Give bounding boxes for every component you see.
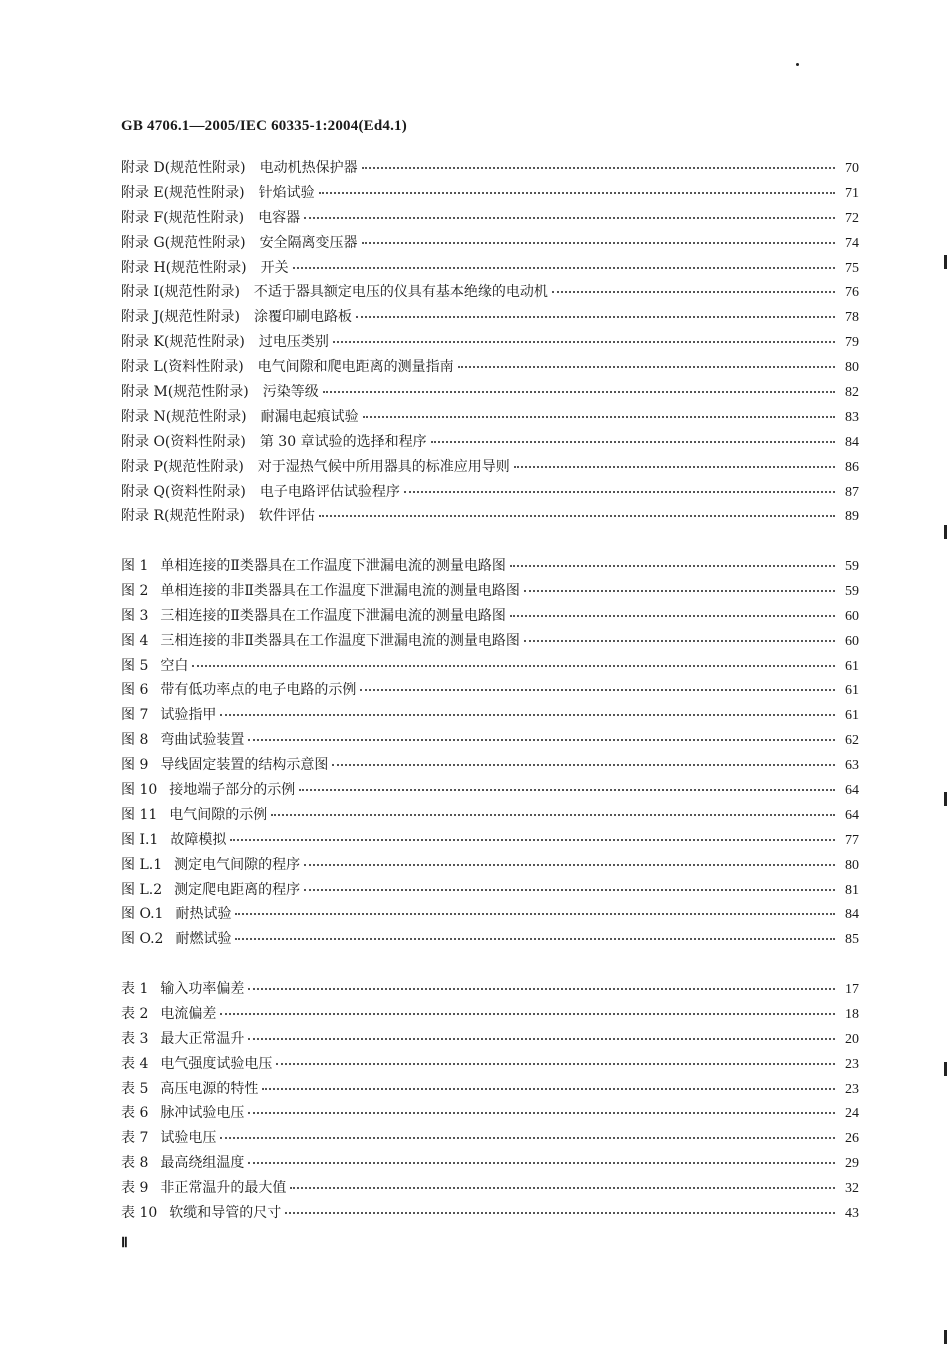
toc-entry-title: 安全隔离变压器 <box>259 234 358 251</box>
dot-leader <box>304 217 835 219</box>
table-list <box>121 978 859 1227</box>
toc-entry-label: 表 7 <box>121 1130 149 1147</box>
toc-entry-label: 图 2 <box>121 582 149 599</box>
toc-entry <box>121 630 859 655</box>
dot-leader <box>362 242 835 244</box>
toc-entry-label: 附录 N(规范性附录) <box>121 408 247 425</box>
toc-entry <box>121 679 859 704</box>
toc-entry-label: 表 2 <box>121 1005 149 1022</box>
toc-entry-title: 污染等级 <box>262 384 319 401</box>
toc-entry-page: 61 <box>845 683 859 699</box>
toc-entry-title: 第 30 章试验的选择和程序 <box>259 433 427 450</box>
dot-leader <box>235 938 835 940</box>
toc-entry-label: 表 3 <box>121 1030 149 1047</box>
toc-entry-page: 18 <box>845 1006 859 1022</box>
toc-entry-label: 附录 J(规范性附录) <box>121 309 240 326</box>
toc-entry-page: 23 <box>845 1081 859 1097</box>
dot-leader <box>333 341 835 343</box>
toc-entry-page: 81 <box>845 882 859 898</box>
toc-entry-title: 最高绕组温度 <box>160 1155 245 1172</box>
toc-entry-title: 对于湿热气候中所用器具的标准应用导则 <box>257 458 510 475</box>
toc-entry <box>121 829 859 854</box>
dot-leader <box>319 515 835 517</box>
toc-entry-label: 附录 I(规范性附录) <box>121 284 240 301</box>
toc-entry-page: 60 <box>845 608 859 624</box>
toc-entry <box>121 1028 859 1053</box>
toc-entry-title: 耐燃试验 <box>175 931 232 948</box>
toc-entry-page: 20 <box>845 1031 859 1047</box>
dot-leader <box>332 764 835 766</box>
toc-entry-page: 76 <box>845 285 859 301</box>
toc-entry <box>121 928 859 953</box>
toc-entry-page: 64 <box>845 783 859 799</box>
toc-entry <box>121 1127 859 1152</box>
toc-entry-page: 71 <box>845 185 859 201</box>
toc-entry-title: 导线固定装置的结构示意图 <box>160 757 329 774</box>
scan-mark <box>944 255 947 269</box>
toc-entry <box>121 1152 859 1177</box>
toc-entry <box>121 1003 859 1028</box>
toc-entry-page: 23 <box>845 1056 859 1072</box>
toc-entry-label: 附录 R(规范性附录) <box>121 508 245 525</box>
toc-entry-page: 84 <box>845 434 859 450</box>
dot-leader <box>524 590 835 592</box>
toc-entry-label: 附录 Q(资料性附录) <box>121 483 246 500</box>
toc-entry-title: 针焰试验 <box>258 184 315 201</box>
dot-leader <box>276 1063 835 1065</box>
toc-entry-page: 77 <box>845 832 859 848</box>
dot-leader <box>248 1112 835 1114</box>
toc-entry-page: 62 <box>845 733 859 749</box>
toc-entry-title: 耐漏电起痕试验 <box>260 408 359 425</box>
toc-entry-label: 附录 F(规范性附录) <box>121 209 245 226</box>
toc-entry-label: 图 O.2 <box>121 931 164 948</box>
dot-leader <box>248 1038 835 1040</box>
scan-mark <box>944 525 947 539</box>
toc-entry-title: 耐热试验 <box>175 906 232 923</box>
toc-entry <box>121 331 859 356</box>
toc-entry-label: 附录 E(规范性附录) <box>121 184 245 201</box>
toc-entry-label: 附录 L(资料性附录) <box>121 359 244 376</box>
toc-entry-title: 电动机热保护器 <box>259 160 358 176</box>
toc-entry-page: 74 <box>845 235 859 251</box>
toc-entry-title: 带有低功率点的电子电路的示例 <box>160 682 357 699</box>
dot-leader <box>262 1088 835 1090</box>
toc-entry <box>121 555 859 580</box>
toc-entry <box>121 854 859 879</box>
dot-leader <box>404 491 835 493</box>
toc-entry-title: 涂覆印刷电路板 <box>254 309 352 326</box>
scan-mark <box>944 792 947 806</box>
toc-entry <box>121 207 859 232</box>
toc-entry-page: 84 <box>845 907 859 923</box>
toc-entry-title: 高压电源的特性 <box>160 1080 259 1097</box>
toc-entry-label: 附录 M(规范性附录) <box>121 384 249 401</box>
toc-entry-title: 空白 <box>160 657 189 674</box>
toc-entry-page: 89 <box>845 509 859 525</box>
toc-entry-label: 附录 P(规范性附录) <box>121 458 244 475</box>
toc-entry-label: 图 9 <box>121 757 149 774</box>
toc-entry-label: 图 L.1 <box>121 856 163 873</box>
toc-entry <box>121 431 859 456</box>
toc-entry-page: 75 <box>845 260 859 276</box>
toc-entry-label: 附录 D(规范性附录) <box>121 160 246 176</box>
toc-entry <box>121 406 859 431</box>
toc-entry-label: 图 8 <box>121 732 149 749</box>
toc-entry-page: 63 <box>845 758 859 774</box>
dot-leader <box>248 739 835 741</box>
toc-entry <box>121 456 859 481</box>
toc-entry-title: 测定爬电距离的程序 <box>174 881 301 898</box>
toc-entry <box>121 356 859 381</box>
dot-leader <box>323 391 835 393</box>
toc-entry-label: 表 6 <box>121 1105 149 1122</box>
document-header: GB 4706.1—2005/IEC 60335-1:2004(Ed4.1) <box>121 118 407 134</box>
toc-entry-title: 接地端子部分的示例 <box>169 782 296 799</box>
dot-leader <box>362 167 835 169</box>
dot-leader <box>304 889 835 891</box>
toc-entry <box>121 804 859 829</box>
toc-entry-title: 脉冲试验电压 <box>160 1105 245 1122</box>
toc-entry <box>121 182 859 207</box>
toc-entry <box>121 1053 859 1078</box>
toc-entry-page: 85 <box>845 932 859 948</box>
toc-entry <box>121 729 859 754</box>
toc-entry-title: 电流偏差 <box>160 1005 217 1022</box>
dot-leader <box>510 615 835 617</box>
dot-leader <box>304 864 835 866</box>
toc-entry-label: 图 11 <box>121 806 158 823</box>
toc-entry-label: 表 1 <box>121 981 149 997</box>
toc-entry <box>121 1177 859 1202</box>
toc-entry-title: 单相连接的Ⅱ类器具在工作温度下泄漏电流的测量电路图 <box>160 558 506 574</box>
figure-list <box>121 555 859 953</box>
dot-leader <box>356 316 835 318</box>
toc-entry <box>121 779 859 804</box>
toc-entry-title: 输入功率偏差 <box>160 981 245 997</box>
dot-leader <box>220 1013 835 1015</box>
annex-list <box>121 157 859 530</box>
toc-entry-title: 不适于器具额定电压的仪具有基本绝缘的电动机 <box>253 284 548 301</box>
toc-entry-page: 61 <box>845 658 859 674</box>
dot-leader <box>552 291 835 293</box>
toc-entry-title: 试验指甲 <box>160 707 217 724</box>
dot-leader <box>514 466 835 468</box>
toc-entry-page: 29 <box>845 1156 859 1172</box>
toc-entry-page: 17 <box>845 982 859 997</box>
toc-entry <box>121 306 859 331</box>
scan-mark <box>944 1062 947 1076</box>
toc-entry-page: 78 <box>845 310 859 326</box>
toc-entry-title: 电子电路评估试验程序 <box>259 483 400 500</box>
toc-entry-title: 试验电压 <box>160 1130 217 1147</box>
dot-leader <box>363 416 835 418</box>
dot-leader <box>524 640 835 642</box>
toc-entry-title: 测定电气间隙的程序 <box>174 856 301 873</box>
toc-entry-page: 87 <box>845 484 859 500</box>
toc-entry-page: 26 <box>845 1131 859 1147</box>
dot-leader <box>319 192 835 194</box>
toc-entry <box>121 903 859 928</box>
toc-entry-page: 32 <box>845 1181 859 1197</box>
toc-entry-page: 83 <box>845 409 859 425</box>
toc-entry-label: 表 5 <box>121 1080 149 1097</box>
toc-entry-title: 电气强度试验电压 <box>160 1055 273 1072</box>
toc-entry-title: 过电压类别 <box>258 334 329 351</box>
toc-entry-label: 图 5 <box>121 657 149 674</box>
dot-leader <box>510 565 835 567</box>
toc-entry-page: 86 <box>845 459 859 475</box>
toc-entry-title: 电气间隙和爬电距离的测量指南 <box>257 359 454 376</box>
dot-leader <box>293 267 835 269</box>
toc-entry-label: 表 10 <box>121 1205 158 1222</box>
toc-entry <box>121 481 859 506</box>
dot-leader <box>230 839 835 841</box>
toc-entry-label: 图 1 <box>121 558 149 574</box>
toc-entry <box>121 978 859 1003</box>
toc-entry-page: 70 <box>845 161 859 176</box>
toc-entry-label: 图 I.1 <box>121 831 159 848</box>
toc-entry-title: 电气间隙的示例 <box>169 806 268 823</box>
toc-entry-title: 开关 <box>260 259 289 276</box>
toc-entry-label: 图 O.1 <box>121 906 164 923</box>
toc-entry-label: 附录 H(规范性附录) <box>121 259 247 276</box>
toc-entry-label: 附录 O(资料性附录) <box>121 433 246 450</box>
toc-entry-title: 电容器 <box>258 209 301 226</box>
toc-entry-title: 软件评估 <box>258 508 315 525</box>
toc-entry <box>121 879 859 904</box>
toc-entry-page: 72 <box>845 210 859 226</box>
toc-entry-page: 60 <box>845 633 859 649</box>
toc-entry <box>121 281 859 306</box>
dot-leader <box>271 814 835 816</box>
toc-entry <box>121 157 859 182</box>
dot-leader <box>360 689 835 691</box>
toc-entry-title: 三相连接的非Ⅱ类器具在工作温度下泄漏电流的测量电路图 <box>160 632 520 649</box>
toc-entry-title: 非正常温升的最大值 <box>160 1180 287 1197</box>
toc-entry-title: 最大正常温升 <box>160 1030 245 1047</box>
toc-entry-title: 故障模拟 <box>170 831 227 848</box>
dot-leader <box>290 1187 835 1189</box>
toc-entry-page: 80 <box>845 360 859 376</box>
toc-entry-page: 59 <box>845 583 859 599</box>
toc-entry-page: 79 <box>845 335 859 351</box>
toc-entry-label: 图 7 <box>121 707 149 724</box>
toc-entry-page: 61 <box>845 708 859 724</box>
toc-entry <box>121 704 859 729</box>
toc-entry-page: 43 <box>845 1206 859 1222</box>
dot-leader <box>248 1162 835 1164</box>
toc-entry-label: 表 4 <box>121 1055 149 1072</box>
toc-entry-page: 80 <box>845 857 859 873</box>
toc-entry <box>121 232 859 257</box>
toc-entry <box>121 1202 859 1227</box>
dot-leader <box>220 1137 835 1139</box>
toc-entry <box>121 381 859 406</box>
dot-leader <box>299 789 835 791</box>
dot-leader <box>235 913 835 915</box>
toc-entry <box>121 580 859 605</box>
dot-leader <box>458 366 835 368</box>
toc-entry-label: 图 4 <box>121 632 149 649</box>
toc-entry-page: 64 <box>845 807 859 823</box>
toc-entry-label: 表 8 <box>121 1155 149 1172</box>
dot-leader <box>248 988 835 990</box>
dot-leader <box>220 714 835 716</box>
dot-leader <box>431 441 835 443</box>
toc-entry-page: 82 <box>845 385 859 401</box>
toc-entry-label: 附录 K(规范性附录) <box>121 334 245 351</box>
toc-entry <box>121 257 859 282</box>
toc-entry-label: 图 3 <box>121 607 149 624</box>
toc-entry-title: 弯曲试验装置 <box>160 732 245 749</box>
toc-entry <box>121 754 859 779</box>
toc-entry-page: 59 <box>845 559 859 574</box>
toc-entry-title: 单相连接的非Ⅱ类器具在工作温度下泄漏电流的测量电路图 <box>160 582 520 599</box>
toc-entry <box>121 1102 859 1127</box>
toc-entry <box>121 1078 859 1103</box>
toc-entry-title: 三相连接的Ⅱ类器具在工作温度下泄漏电流的测量电路图 <box>160 607 506 624</box>
toc-entry <box>121 605 859 630</box>
toc-entry-label: 表 9 <box>121 1180 149 1197</box>
dot-leader <box>285 1212 835 1214</box>
toc-entry <box>121 505 859 530</box>
scan-mark <box>796 63 799 66</box>
page-number: Ⅱ <box>121 1236 128 1251</box>
toc-entry <box>121 655 859 680</box>
toc-entry-label: 图 L.2 <box>121 881 163 898</box>
toc-entry-label: 图 10 <box>121 782 158 799</box>
scan-mark <box>944 1330 947 1344</box>
toc-entry-title: 软缆和导管的尺寸 <box>169 1205 282 1222</box>
toc-entry-page: 24 <box>845 1106 859 1122</box>
toc-entry-label: 附录 G(规范性附录) <box>121 234 246 251</box>
toc-entry-label: 图 6 <box>121 682 149 699</box>
dot-leader <box>192 665 835 667</box>
